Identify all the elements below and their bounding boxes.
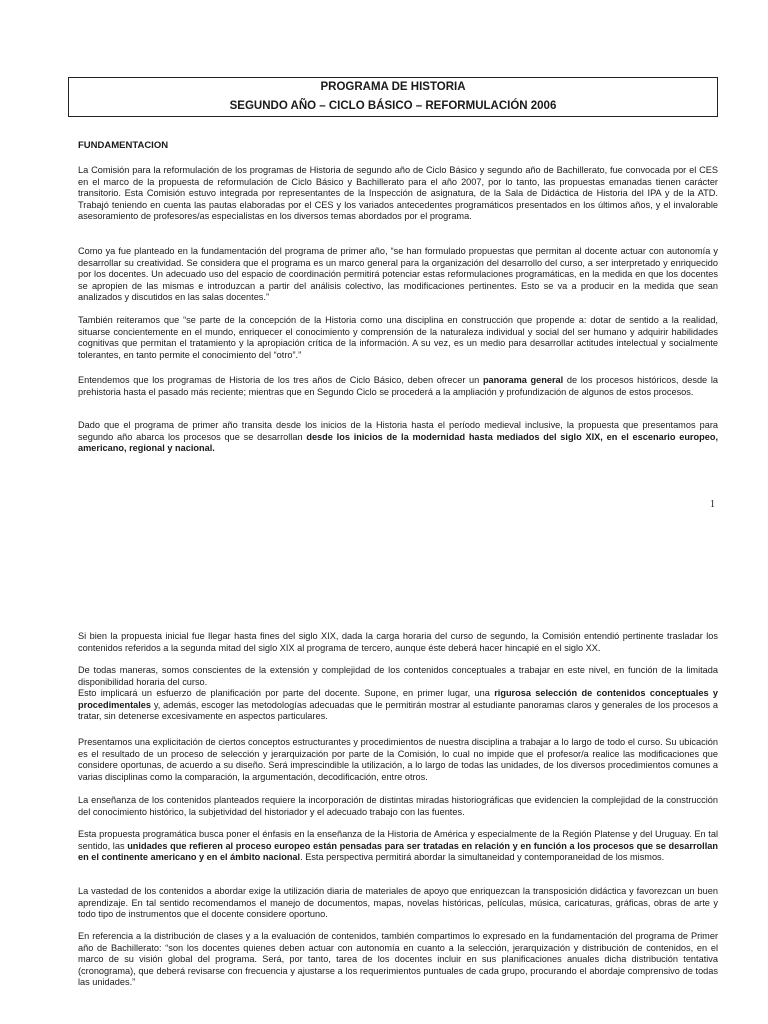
paragraph: Si bien la propuesta inicial fue llegar hasta fines del siglo XIX, dada la carga horaria del curso de segundo, la Comisión entendió pertinente trasladar los contenidos referidos a la segunda mitad del siglo XIX al programa de tercero, aunque éste deberá hacer hincapié en el siglo XX. <box>78 631 718 653</box>
paragraph: La Comisión para la reformulación de los programas de Historia de segundo año de Ciclo Básico y segundo año de Bachillerato, fue convocada por el CES en el marco de la propuesta de reformulación de Ciclo Básico y Bachillerato para el año 2007, por lo tanto, las propuestas emanadas tienen carácter transitorio. Esta Comisión estuvo integrada por representantes de la Inspección de asignatura, de la Sala de Didáctica de Historia del IPA y de la ATD. Trabajó teniendo en cuenta las pautas elaboradas por el CES y los variados antecedentes programáticos presentados en los últimos años, y el invalorable asesoramiento de profesores/as especialistas en los diversos temas abordados por el programa. <box>78 165 718 222</box>
paragraph: De todas maneras, somos conscientes de la extensión y complejidad de los contenidos conceptuales a trabajar en este nivel, en función de la limitada disponibilidad horaria del curso. Esto implicará un esfuerzo de planificación por parte del docente. Supone, en primer lugar, una rigurosa selección de contenidos conceptuales y procedimentales y, además, escoger las metodologías adecuadas que le permitirán mostrar al estudiante panoramas claros y generales de los procesos a tratar, sin detenerse excesivamente en aspectos particulares. <box>78 665 718 722</box>
paragraph: Dado que el programa de primer año transita desde los inicios de la Historia hasta el período medieval inclusive, la propuesta que presentamos para segundo año abarca los procesos que se desarrollan desde los inicios de la modernidad hasta mediados del siglo XIX, en el escenario europeo, americano, regional y nacional. <box>78 420 718 454</box>
paragraph: Presentamos una explicitación de ciertos conceptos estructurantes y procedimientos de nuestra disciplina a trabajar a lo largo de todo el curso. Su ubicación es el resultado de un proceso de selección y jerarquización por parte de la Comisión, lo cual no impide que el profesor/a realice las modificaciones que considere oportunas, de acuerdo a su diseño. Será imprescindible la utilización, a lo largo de todas las unidades, de los diversos procedimientos comunes a varias disciplinas como la comparación, la argumentación, decodificación, entre otros. <box>78 737 718 782</box>
bold-phrase: desde los inicios de la modernidad hasta mediados del siglo XIX, en el escenario europeo, americano, regional y nacional. <box>78 431 718 454</box>
page-number: 1 <box>710 499 715 510</box>
paragraph: También reiteramos que “se parte de la concepción de la Historia como una disciplina en construcción que propende a: dotar de sentido a la realidad, situarse concientemente en el mundo, enriquecer el conocimiento y comprensión de la naturaleza individual y social del ser humano y adquirir habilidades cognitivas que permitan el tratamiento y la apropiación crítica de la información. A su vez, es un medio para desarrollar actitudes intelectual y socialmente tolerantes, en tanto permite el conocimiento del “otro”.” <box>78 315 718 360</box>
paragraph: En referencia a la distribución de clases y a la evaluación de contenidos, también compartimos lo expresado en la fundamentación del programa de Primer año de Bachillerato: “son los docentes quienes deben actuar con autonomía en cuanto a la selección, jerarquización y distribución de contenidos, en el marco de su visión global del programa. Será, por tanto, tarea de los docentes incluir en sus planificaciones anuales dicha distribución tentativa (cronograma), que deberá revisarse con frecuencia y ajustarse a los requerimientos puntuales de cada grupo, procurando el abordaje comprensivo de todas las unidades.” <box>78 931 718 988</box>
section-heading: FUNDAMENTACION <box>78 140 169 151</box>
title-box <box>68 77 718 117</box>
paragraph: Esta propuesta programática busca poner el énfasis en la enseñanza de la Historia de América y especialmente de la Región Platense y del Uruguay. En tal sentido, las unidades que refieren al proceso europeo están pensadas para ser tratadas en relación y en función a los procesos que se desarrollan en el continente americano y en el ámbito nacional. Esta perspectiva permitirá abordar la simultaneidad y contemporaneidad de los mismos. <box>78 829 718 863</box>
bold-phrase: rigurosa selección de contenidos conceptuales y procedimentales <box>78 688 718 710</box>
bold-phrase: unidades que refieren al proceso europeo están pensadas para ser tratadas en relación y en función a los procesos que se desarrollan en el continente americano y en el ámbito nacional <box>78 840 718 863</box>
document-subtitle: SEGUNDO AÑO – CICLO BÁSICO – REFORMULACIÓN 2006 <box>229 100 557 112</box>
paragraph: La vastedad de los contenidos a abordar exige la utilización diaria de materiales de apoyo que enriquezcan la transposición didáctica y favorezcan un buen aprendizaje. En tal sentido recomendamos el manejo de documentos, mapas, novelas históricas, películas, música, caricaturas, gráficas, obras de arte y todo tipo de instrumentos que el docente considere oportuno. <box>78 886 718 920</box>
paragraph: Como ya fue planteado en la fundamentación del programa de primer año, “se han formulado propuestas que permitan al docente actuar con autonomía y desarrollar su creatividad. Se considera que el programa es un marco general para la organización del desarrollo del curso, a ser interpretado y enriquecido por los docentes. Un adecuado uso del espacio de coordinación permitirá potenciar estas reformulaciones programáticas, en la medida en que los docentes se apropien de las mismas e introduzcan a partir del análisis colectivo, las modificaciones pertinentes. Esto se va a producir en la medida que sean analizados y discutidos en las salas docentes.” <box>78 246 718 303</box>
bold-phrase: panorama general <box>482 375 564 385</box>
paragraph: Entendemos que los programas de Historia de los tres años de Ciclo Básico, deben ofrecer un panorama general de los procesos históricos, desde la prehistoria hasta el pasado más reciente; mientras que en Segundo Ciclo se procederá a la ampliación y profundización de algunos de estos procesos. <box>78 375 718 397</box>
paragraph: La enseñanza de los contenidos planteados requiere la incorporación de distintas miradas historiográficas que evidencien la complejidad de la construcción del conocimiento histórico, la subjetividad del historiador y el adecuado trabajo con las fuentes. <box>78 795 718 817</box>
document-title: PROGRAMA DE HISTORIA <box>320 81 466 93</box>
